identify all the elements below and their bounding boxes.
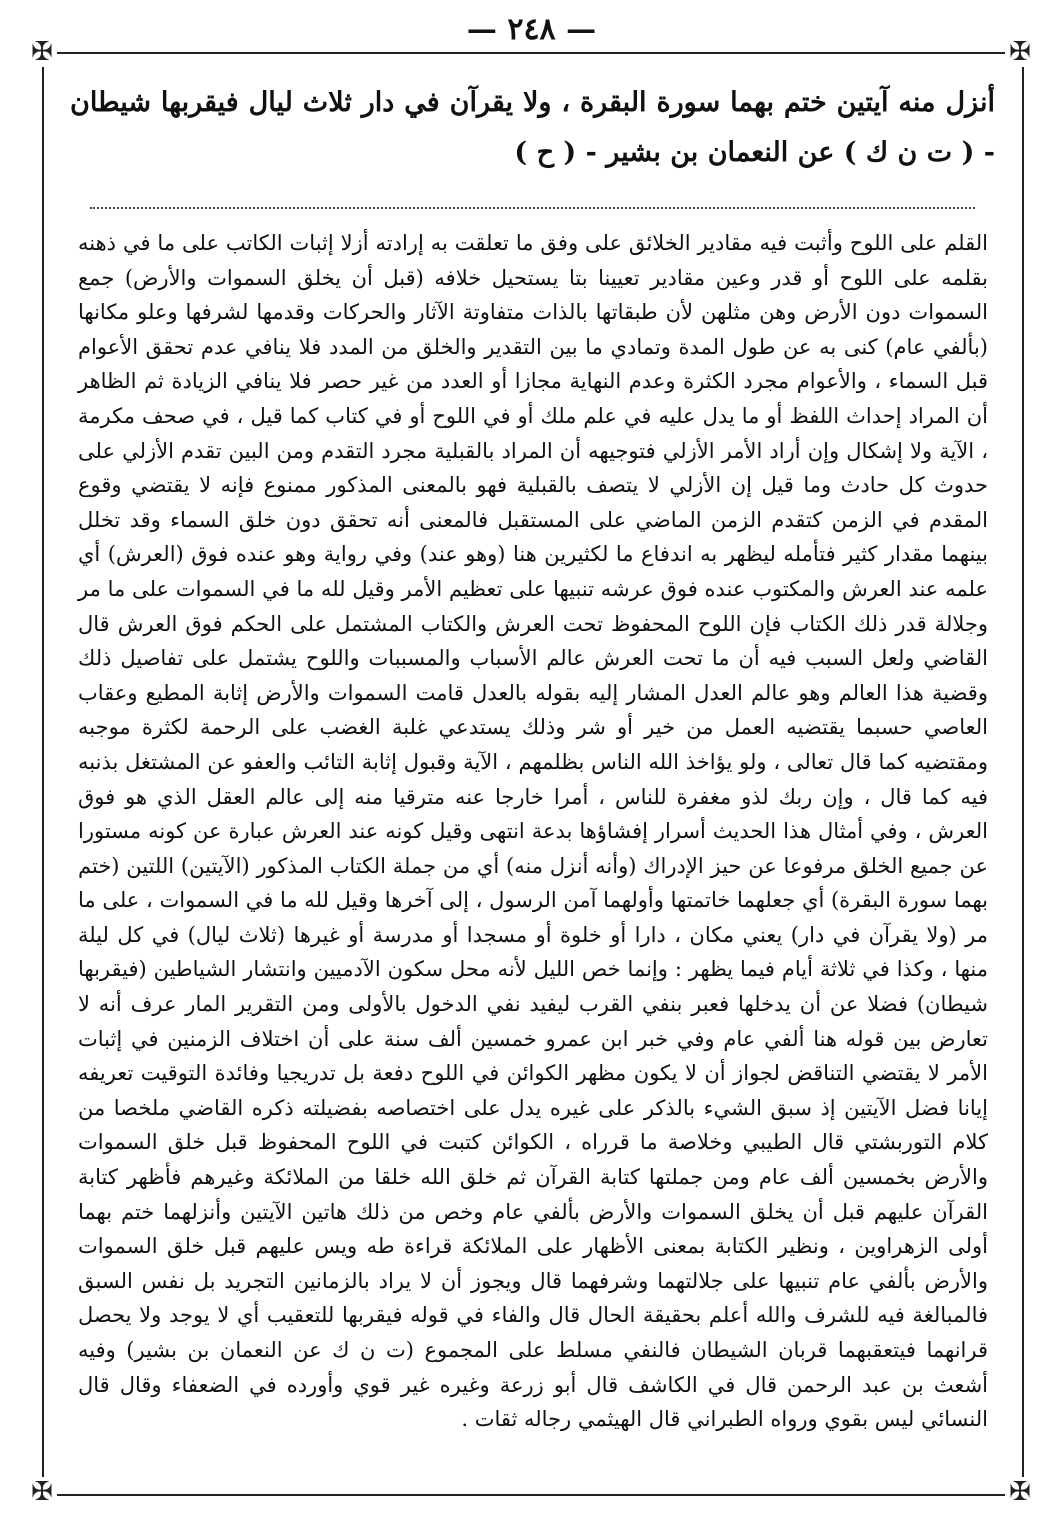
page-number: — ٢٤٨ — bbox=[466, 12, 597, 47]
dotted-separator bbox=[90, 207, 975, 209]
commentary-body bbox=[78, 226, 988, 1437]
commentary-paragraph: القلم على اللوح وأثبت فيه مقادير الخلائق على وفق ما تعلقت به إرادته أزلا إثبات الكاتب على ما في ذهنه بقلمه على اللوح أو قدر وعين مقادير تعيينا بتا يستحيل خلافه (قبل أن يخلق السموات والأرض) جمع السموات دون الأرض وهن مثلهن لأن طبقاتها بالذات متفاوتة الآثار والحركات وقدمها لشرفها وعلو مكانها (بألفي عام) كنى به عن طول المدة وتمادي ما بين التقدير والخلق من المدد فلا ينافي عدم تحقق الأعوام قبل السماء ، والأعوام مجرد الكثرة وعدم النهاية مجازا أو العدد من غير حصر فلا ينافي الزيادة ثم الظاهر أن المراد إحداث اللفظ أو ما يدل عليه في علم ملك أو في اللوح أو في كتاب كما قيل ، في صحف مكرمة ، الآية ولا إشكال وإن أراد الأمر الأزلي فتوجيهه أن المراد بالقبلية مجرد التقدم ومن البين تقدم الأزلي على حدوث كل حادث وما قيل إن الأزلي لا يتصف بالقبلية فهو بالمعنى المذكور ممنوع فإنه لا يقتضي وقوع المقدم في الزمن كتقدم الزمن الماضي على المستقبل فالمعنى أنه تحقق دون خلق السماء وقد تخلل بينهما مقدار كثير فتأمله ليظهر به اندفاع ما لكثيرين هنا (وهو عند) وفي رواية وهو عنده فوق (العرش) أي علمه عند العرش والمكتوب عنده فوق عرشه تنبيها على تعظيم الأمر وقيل لله ما في السموات على ما مر وجلالة قدر ذلك الكتاب فإن اللوح المحفوظ تحت العرش والكتاب المشتمل على الحكم فوق العرش قال القاضي ولعل السبب فيه أن ما تحت العرش عالم الأسباب والمسببات واللوح يشتمل على تفاصيل ذلك وقضية هذا العالم وهو عالم العدل المشار إليه بقوله بالعدل قامت السموات والأرض إثابة المطيع وعقاب العاصي حسبما يقتضيه العمل من خير أو شر وذلك يستدعي غلبة الغضب على الرحمة لكثرة موجبه ومقتضيه كما قال تعالى ، ولو يؤاخذ الله الناس بظلمهم ، الآية وقبول إثابة التائب والعفو عن المشتغل بذنبه فيه كما قال ، وإن ربك لذو مغفرة للناس ، أمرا خارجا عنه مترقيا منه إلى عالم العقل الذي هو فوق العرش ، وفي أمثال هذا الحديث أسرار إفشاؤها بدعة انتهى وقيل كونه عند العرش عبارة عن كونه مستورا عن جميع الخلق مرفوعا عن حيز الإدراك (وأنه أنزل منه) أي من جملة الكتاب المذكور (الآيتين) اللتين (ختم بهما سورة البقرة) أي جعلهما خاتمتها وأولهما آمن الرسول ، إلى آخرها وقيل لله ما في السموات ، على ما مر (ولا يقرآن في دار) يعني مكان ، دارا أو خلوة أو مسجدا أو مدرسة أو غيرها (ثلاث ليال) في كل ليلة منها ، وكذا في ثلاثة أيام فيما يظهر : وإنما خص الليل لأنه محل سكون الآدميين وانتشار الشياطين (فيقربها شيطان) فضلا عن أن يدخلها فعبر بنفي القرب ليفيد نفي الدخول بالأولى ومن التقرير المار عرف أنه لا تعارض بين قوله هنا ألفي عام وفي خبر ابن عمرو خمسين ألف سنة على أن اختلاف الزمنين في إثبات الأمر لا يقتضي التناقض لجواز أن لا يكون مظهر الكوائن في اللوح دفعة بل تدريجيا وفائدة التوقيت تعريفه إيانا فضل الآيتين إذ سبق الشيء بالذكر على غيره يدل على اختصاصه بفضيلته ذكره القاضي ملخصا من كلام التوربشتي قال الطيبي وخلاصة ما قرراه ، الكوائن كتبت في اللوح المحفوظ قبل خلق السموات والأرض بخمسين ألف عام ومن جملتها كتابة القرآن ثم خلق الله خلقا من الملائكة وغيرهم فأظهر كتابة القرآن عليهم قبل أن يخلق السموات والأرض بألفي عام وخص من ذلك هاتين الآيتين وأنزلهما ختم بهما أولى الزهراوين ، ونظير الكتابة بمعنى الأظهار على الملائكة قراءة طه ويس عليهم قبل خلق السموات والأرض بألفي عام تنبيها على جلالتهما وشرفهما قال ويجوز أن لا يراد بالزمانين التجريد بل نفس السبق فالمبالغة فيه للشرف والله أعلم بحقيقة الحال قال والفاء في قوله فيقربها للتعقيب أي لا يوجد ولا يحصل قرانهما فيتعقبهما قربان الشيطان فالنفي مسلط على المجموع (ت ن ك عن النعمان بن بشير) وفيه أشعث بن عبد الرحمن قال في الكاشف قال أبو زرعة وغيره غير قوي وأورده في الضعفاء وقال قال النسائي ليس بقوي ورواه الطبراني قال الهيثمي رجاله ثقات . bbox=[78, 231, 988, 1432]
corner-ornament-icon: ✠ bbox=[1005, 1477, 1035, 1507]
hadith-text: أنزل منه آيتين ختم بهما سورة البقرة ، ولا يقرآن في دار ثلاث ليال فيقربها شيطان - ( ت ن ك ) عن النعمان بن بشير - ( ح ) bbox=[70, 87, 995, 168]
corner-ornament-icon: ✠ bbox=[1005, 37, 1035, 67]
corner-ornament-icon: ✠ bbox=[27, 37, 57, 67]
corner-ornament-icon: ✠ bbox=[27, 1477, 57, 1507]
